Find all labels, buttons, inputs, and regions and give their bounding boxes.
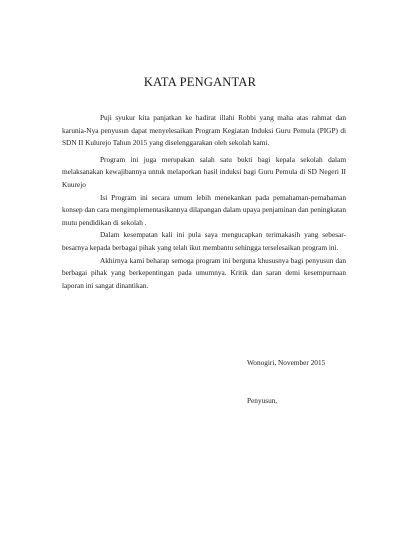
signer-label: Penyusun, — [247, 396, 278, 405]
paragraph-content: Isi Program ini secara umum lebih menekankan pada pemahaman-pemahaman konsep dan cara mengimplementasikannya dilapangan dalam upaya penjaminan dan peningkatan mutu pendidikan di sekolah . — [62, 192, 346, 227]
page-title: KATA PENGANTAR — [143, 75, 257, 89]
paragraph-thanks: Dalam kesempatan kali ini pula saya mengucapkan terimakasih yang sebesar-besarnya kepada berbagai pihak yang telah ikut membantu sehingga terselesaikan program ini. — [62, 230, 346, 252]
paragraph-intro: Puji syukur kita panjatkan ke hadirat illahi Robbi yang maha atas rahmat dan karunia-Nya penyusun dapat menyelesaikan Program Kegiatan Induksi Guru Pemula (PIGP) di SDN II Kulurejo Tahun 2015 yang diselenggarakan oleh sekolah kami. — [62, 113, 346, 148]
paragraph-closing: Akhirnya kami beharap semoga program ini berguna khususnya bagi penyusun dan berbagai pihak yang berkepentingan pada umumnya. Kritik dan saran demi kesempurnaan laporan ini sangat dinantikan. — [62, 255, 346, 290]
place-date: Wonogiri, November 2015 — [247, 358, 326, 367]
paragraph-purpose: Program ini juga merupakan salah satu bukti bagi kepala sekolah dalam melaksanakan kewajibannya untuk melaporkan hasil induksi bagi Guru Pemula di SD Negeri II Kuurejo — [62, 154, 346, 189]
document-body — [62, 112, 346, 292]
